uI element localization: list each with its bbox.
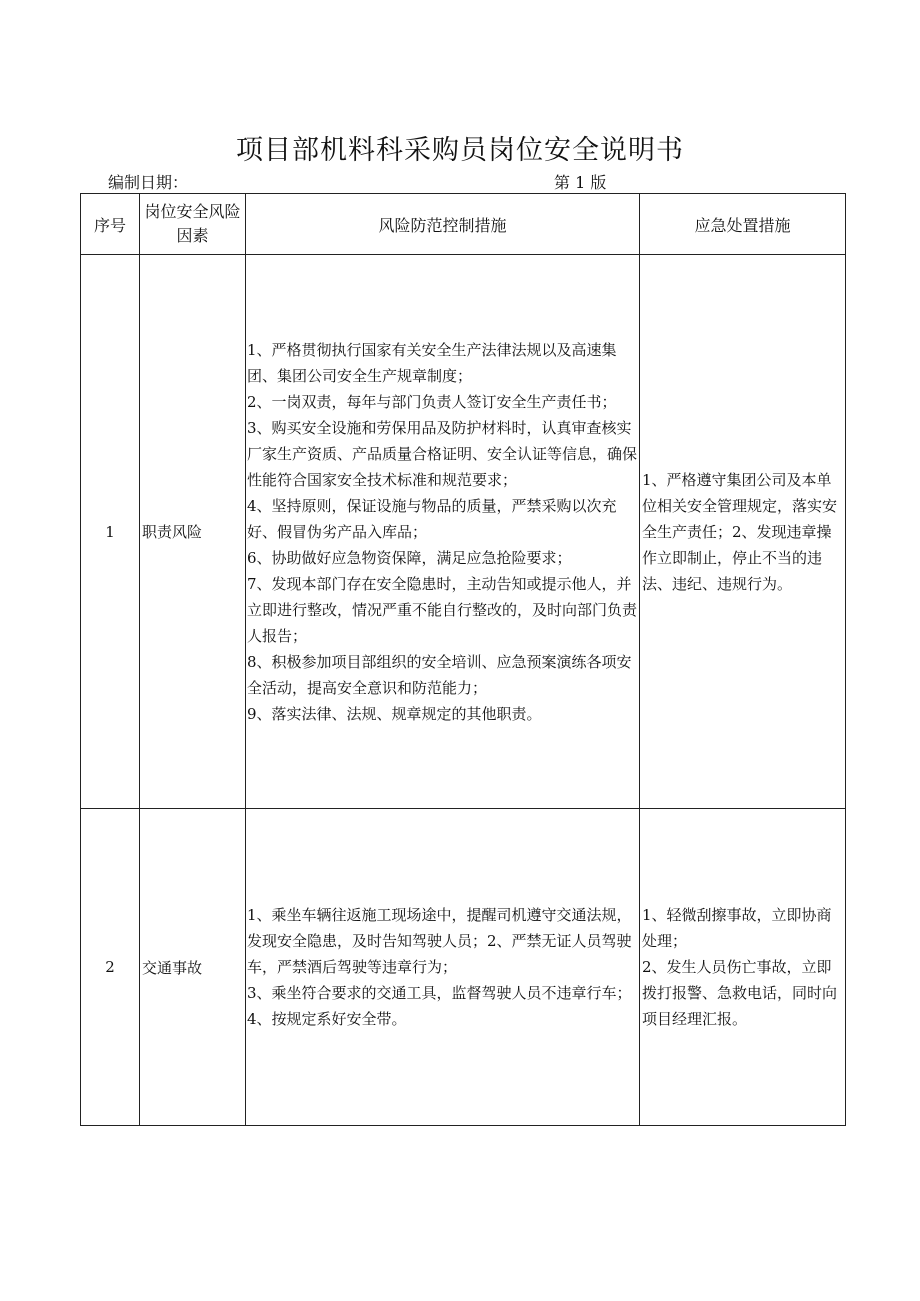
row-emergency-measures: [640, 255, 846, 809]
measure-item: 8、积极参加项目部组织的安全培训、应急预案演练各项安全活动，提高安全意识和防范能力；: [247, 652, 632, 697]
version-label: 第 1 版: [554, 173, 607, 192]
compile-date-label: 编制日期：: [108, 173, 189, 192]
measure-item: 1、乘坐车辆往返施工现场途中，提醒司机遵守交通法规，发现安全隐患，及时告知驾驶人员；2、严禁无证人员驾驶车，严禁酒后驾驶等违章行为；: [247, 906, 632, 976]
row-control-measures: [246, 255, 640, 809]
measure-item: 3、购买安全设施和劳保用品及防护材料时，认真审查核实厂家生产资质、产品质量合格证明、安全认证等信息，确保性能符合国家安全技术标准和规范要求；: [247, 418, 638, 489]
emergency-item: 1、轻微刮擦事故，立即协商处理；: [642, 906, 832, 950]
row-risk-factor: 职责风险: [140, 255, 246, 809]
measure-item: 1、严格贯彻执行国家有关安全生产法律法规以及高速集团、集团公司安全生产规章制度；: [247, 340, 617, 385]
row-control-measures: [246, 809, 640, 1126]
header-risk-factor: 岗位安全风险因素: [140, 194, 246, 255]
measure-item: 4、按规定系好安全带。: [247, 1010, 407, 1028]
table-row: [81, 809, 846, 1126]
row-risk-factor: 交通事故: [140, 809, 246, 1126]
row-seq: 1: [81, 255, 140, 809]
measure-item: 7、发现本部门存在安全隐患时，主动告知或提示他人，并立即进行整改，情况严重不能自行整改的，及时向部门负责人报告；: [247, 574, 638, 645]
table-row: [81, 255, 846, 809]
header-control-measures: 风险防范控制措施: [246, 194, 640, 255]
row-emergency-measures: [640, 809, 846, 1126]
header-seq: 序号: [81, 194, 140, 255]
measure-item: 3、乘坐符合要求的交通工具，监督驾驶人员不违章行车；: [247, 984, 632, 1002]
document-title: 项目部机料科采购员岗位安全说明书: [236, 135, 684, 166]
table-header-row: [81, 194, 846, 255]
measure-item: 2、一岗双责，每年与部门负责人签订安全生产责任书；: [247, 392, 617, 411]
row-seq: 2: [81, 809, 140, 1126]
measure-item: 4、坚持原则，保证设施与物品的质量，严禁采购以次充好、假冒伪劣产品入库品；: [247, 496, 617, 541]
header-emergency-measures: 应急处置措施: [640, 194, 846, 255]
emergency-item: 1、严格遵守集团公司及本单位相关安全管理规定，落实安全生产责任；2、发现违章操作立即制止，停止不当的违法、违纪、违规行为。: [642, 470, 838, 593]
measure-item: 6、协助做好应急物资保障，满足应急抢险要求；: [247, 548, 572, 567]
emergency-item: 2、发生人员伤亡事故，立即拨打报警、急救电话，同时向项目经理汇报。: [642, 958, 838, 1028]
safety-table: [80, 193, 846, 1126]
measure-item: 9、落实法律、法规、规章规定的其他职责。: [247, 704, 542, 723]
